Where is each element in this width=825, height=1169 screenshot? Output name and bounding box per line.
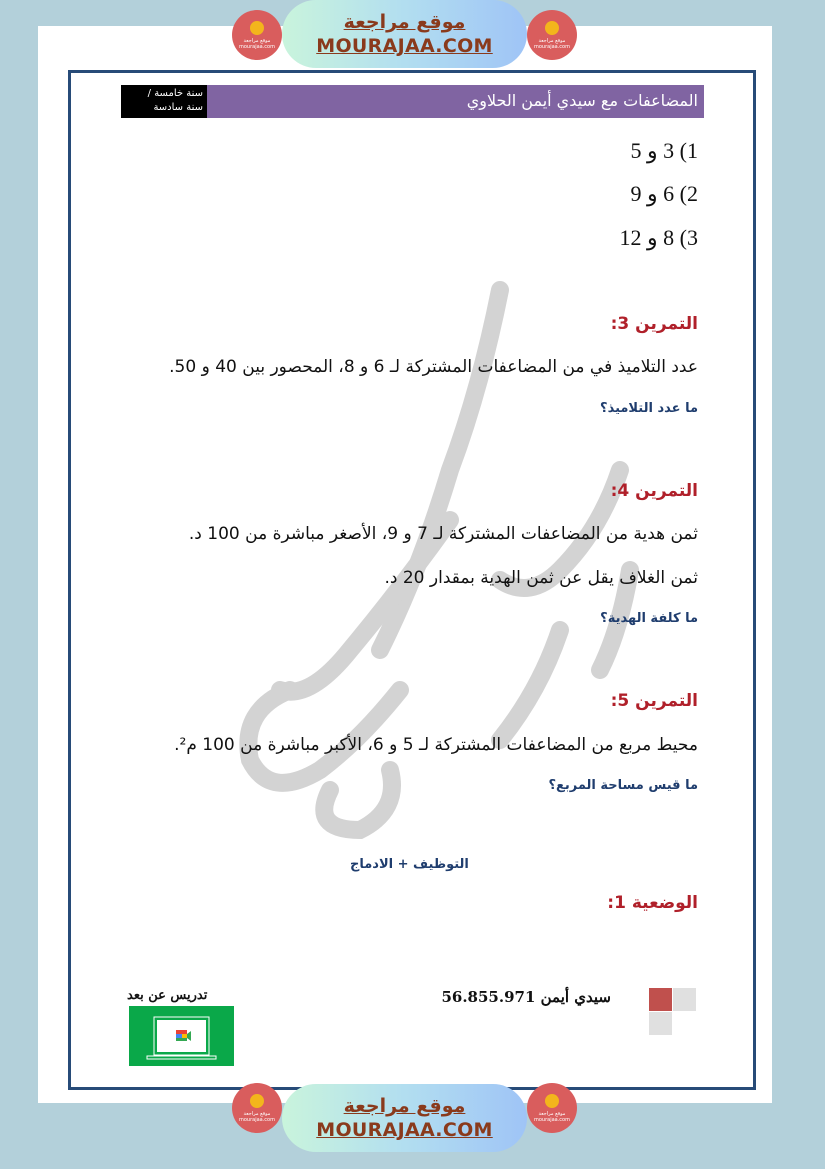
exercise-4-text-1: ثمن هدية من المضاعفات المشتركة لـ 7 و 9، الأصغر مباشرة من 100 د. — [188, 524, 698, 544]
level-line-1: سنة خامسة / — [147, 88, 203, 99]
site-badge-right-bottom[interactable] — [527, 1083, 577, 1133]
integration-heading: التوظيف + الادماج — [350, 857, 469, 872]
exercise-4-text-2: ثمن الغلاف يقل عن ثمن الهدية بمقدار 20 د. — [384, 568, 698, 588]
exercise-3-question: ما عدد التلاميذ؟ — [600, 401, 698, 416]
exercise-4-question: ما كلفة الهدية؟ — [600, 611, 698, 626]
banner-arabic: موقع مراجعة — [343, 11, 466, 33]
book-icon — [545, 21, 559, 35]
book-icon — [250, 1094, 264, 1108]
site-banner-top[interactable] — [282, 0, 527, 68]
badge-text: موقع مراجعة mourajaa.com — [533, 1110, 570, 1123]
list-item: 1) 3 و 5 — [630, 138, 698, 163]
site-badge-left-bottom[interactable] — [232, 1083, 282, 1133]
exercise-3-text: عدد التلاميذ في من المضاعفات المشتركة لـ 6 و 8، المحصور بين 40 و 50. — [169, 357, 698, 377]
decor-square-gray — [649, 1012, 672, 1035]
banner-latin: MOURAJAA.COM — [316, 35, 493, 57]
book-icon — [250, 21, 264, 35]
level-label — [121, 85, 207, 118]
badge-text: موقع مراجعة mourajaa.com — [238, 37, 275, 50]
decor-square-gray — [673, 988, 696, 1011]
badge-text: موقع مراجعة mourajaa.com — [533, 37, 570, 50]
situation-title: الوضعية 1: — [607, 893, 698, 913]
level-line-2: سنة سادسة — [153, 102, 203, 113]
exercise-5-question: ما قيس مساحة المربع؟ — [548, 778, 698, 793]
site-banner-bottom[interactable] — [282, 1084, 527, 1152]
list-item: 3) 8 و 12 — [619, 225, 698, 250]
exercise-5-text: محيط مربع من المضاعفات المشتركة لـ 5 و 6، الأكبر مباشرة من 100 م². — [174, 735, 698, 755]
google-meet-icon — [129, 1006, 234, 1066]
page-title: المضاعفات مع سيدي أيمن الحلاوي — [207, 85, 704, 118]
banner-latin: MOURAJAA.COM — [316, 1119, 493, 1141]
list-item: 2) 6 و 9 — [630, 181, 698, 206]
teacher-contact: سيدي أيمن 56.855.971 — [441, 988, 611, 1006]
google-meet-banner[interactable] — [129, 1006, 234, 1066]
book-icon — [545, 1094, 559, 1108]
site-badge-right-top[interactable] — [527, 10, 577, 60]
remote-teaching-label: تدريس عن بعد — [127, 988, 208, 1003]
banner-arabic: موقع مراجعة — [343, 1095, 466, 1117]
header-bar — [121, 85, 704, 118]
badge-text: موقع مراجعة mourajaa.com — [238, 1110, 275, 1123]
exercise-4-title: التمرين 4: — [610, 481, 698, 501]
decor-square-red — [649, 988, 672, 1011]
exercise-3-title: التمرين 3: — [610, 314, 698, 334]
exercise-5-title: التمرين 5: — [610, 691, 698, 711]
site-badge-left-top[interactable] — [232, 10, 282, 60]
